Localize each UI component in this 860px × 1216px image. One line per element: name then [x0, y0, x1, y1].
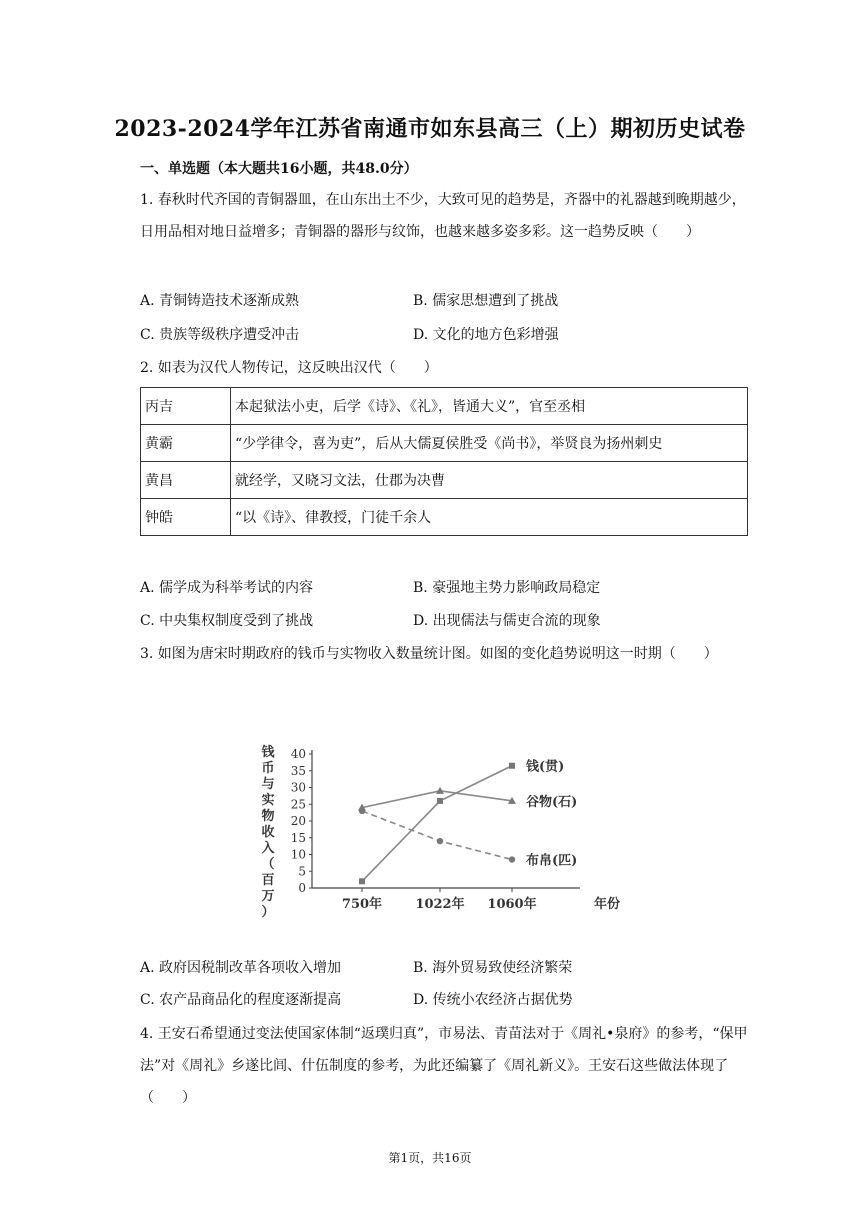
data-point: [359, 808, 365, 814]
y-axis-label-char: 万: [261, 889, 275, 904]
y-axis-label-char: 入: [261, 841, 275, 856]
y-axis-label-char: 物: [261, 809, 275, 824]
table-cell-desc: “以《诗》、律教授，门徒千余人: [231, 499, 748, 536]
question-1-stem: 1. 春秋时代齐国的青铜器皿，在山东出土不少，大致可见的趋势是，齐器中的礼器越到晚期越少，日用品相对地日益增多；青铜器的器形与纹饰，也越来越多姿多彩。这一趋势反映（ ）: [140, 192, 746, 240]
table-cell-name: 黄霸: [141, 425, 231, 462]
series-line: [362, 766, 512, 882]
y-axis-label-char: （: [261, 857, 275, 872]
y-axis-label: [261, 744, 275, 920]
y-tick-label: 15: [290, 830, 306, 845]
section-heading: 一、单选题（本大题共16小题，共48.0分）: [140, 161, 418, 177]
q3-option-c[interactable]: C. 农产品商品化的程度逐渐提高: [140, 992, 342, 1008]
data-point: [437, 838, 443, 844]
y-axis-label-char: 币: [261, 761, 275, 776]
y-tick-label: 10: [290, 847, 306, 862]
y-tick-label: 0: [298, 881, 306, 895]
y-axis-label-char: 收: [261, 825, 275, 840]
q2-option-d[interactable]: D. 出现儒法与儒吏合流的现象: [413, 613, 601, 629]
y-tick-label: 40: [290, 747, 306, 761]
table-cell-name: 丙吉: [141, 388, 231, 425]
series-line: [362, 811, 512, 860]
data-point: [359, 878, 365, 884]
series-label: 布帛(匹): [526, 853, 578, 869]
table-row: [141, 388, 748, 425]
q3-option-a[interactable]: A. 政府因税制改革各项收入增加: [140, 960, 342, 976]
y-tick-label: 20: [290, 814, 306, 828]
q3-option-d[interactable]: D. 传统小农经济占据优势: [413, 992, 573, 1008]
table-cell-desc: 就经学，又晓习文法，仕郡为决曹: [231, 462, 748, 499]
question-4-stem: 4. 王安石希望通过变法使国家体制“返璞归真”，市易法、青苗法对于《周礼•泉府》的参考，“保甲法”对《周礼》乡遂比闾、什伍制度的参考，为此还编纂了《周礼新义》。王安石这些做法体现了（ ）: [140, 1026, 748, 1106]
y-axis-label-char: 与: [261, 777, 275, 792]
page-footer: 第1页，共16页: [388, 1151, 472, 1165]
x-tick-label: 1060年: [487, 897, 537, 912]
page-title: 2023-2024学年江苏省南通市如东县高三（上）期初历史试卷: [114, 116, 746, 142]
y-axis-label-char: 百: [261, 873, 275, 888]
q1-option-b[interactable]: B. 儒家思想遭到了挑战: [413, 293, 559, 309]
y-tick-label: 35: [290, 763, 306, 778]
table-cell-desc: “少学律令，喜为吏”，后从大儒夏侯胜受《尚书》，举贤良为扬州刺史: [231, 425, 748, 462]
y-axis-label-char: ）: [261, 905, 275, 920]
series-label: 谷物(石): [526, 794, 578, 810]
data-point: [509, 763, 515, 769]
x-tick-label: 750年: [341, 897, 383, 912]
x-tick-label: 1022年: [415, 897, 465, 912]
table-row: [141, 499, 748, 536]
data-point: [436, 787, 444, 794]
q2-option-a[interactable]: A. 儒学成为科举考试的内容: [140, 580, 314, 596]
q2-option-c[interactable]: C. 中央集权制度受到了挑战: [140, 613, 314, 629]
chart-series-labels: [526, 759, 577, 869]
y-tick-label: 5: [298, 864, 306, 879]
biography-table: [140, 387, 748, 536]
data-point: [437, 798, 443, 804]
q2-option-b[interactable]: B. 豪强地主势力影响政局稳定: [413, 580, 601, 596]
revenue-line-chart: [250, 740, 630, 920]
table-row: [141, 462, 748, 499]
y-tick-label: 25: [290, 797, 306, 812]
x-axis-label: 年份: [593, 897, 621, 912]
data-point: [509, 856, 515, 862]
q3-option-b[interactable]: B. 海外贸易致使经济繁荣: [413, 960, 573, 976]
q1-option-a[interactable]: A. 青铜铸造技术逐渐成熟: [140, 293, 300, 309]
y-axis-label-char: 钱: [261, 745, 275, 760]
table-row: [141, 425, 748, 462]
chart-series: [358, 763, 516, 885]
question-3-stem: 3. 如图为唐宋时期政府的钱币与实物收入数量统计图。如图的变化趋势说明这一时期（ ）: [140, 646, 718, 662]
series-label: 钱(贯): [526, 759, 565, 775]
table-cell-name: 黄昌: [141, 462, 231, 499]
q1-option-d[interactable]: D. 文化的地方色彩增强: [413, 327, 559, 343]
question-2-stem: 2. 如表为汉代人物传记，这反映出汉代（ ）: [140, 360, 438, 376]
q1-option-c[interactable]: C. 贵族等级秩序遭受冲击: [140, 327, 300, 343]
table-cell-desc: 本起狱法小吏，后学《诗》、《礼》，皆通大义”，官至丞相: [231, 388, 748, 425]
table-cell-name: 钟皓: [141, 499, 231, 536]
chart-ticks: [291, 747, 620, 912]
y-axis-label-char: 实: [261, 793, 275, 808]
y-tick-label: 30: [290, 780, 306, 795]
